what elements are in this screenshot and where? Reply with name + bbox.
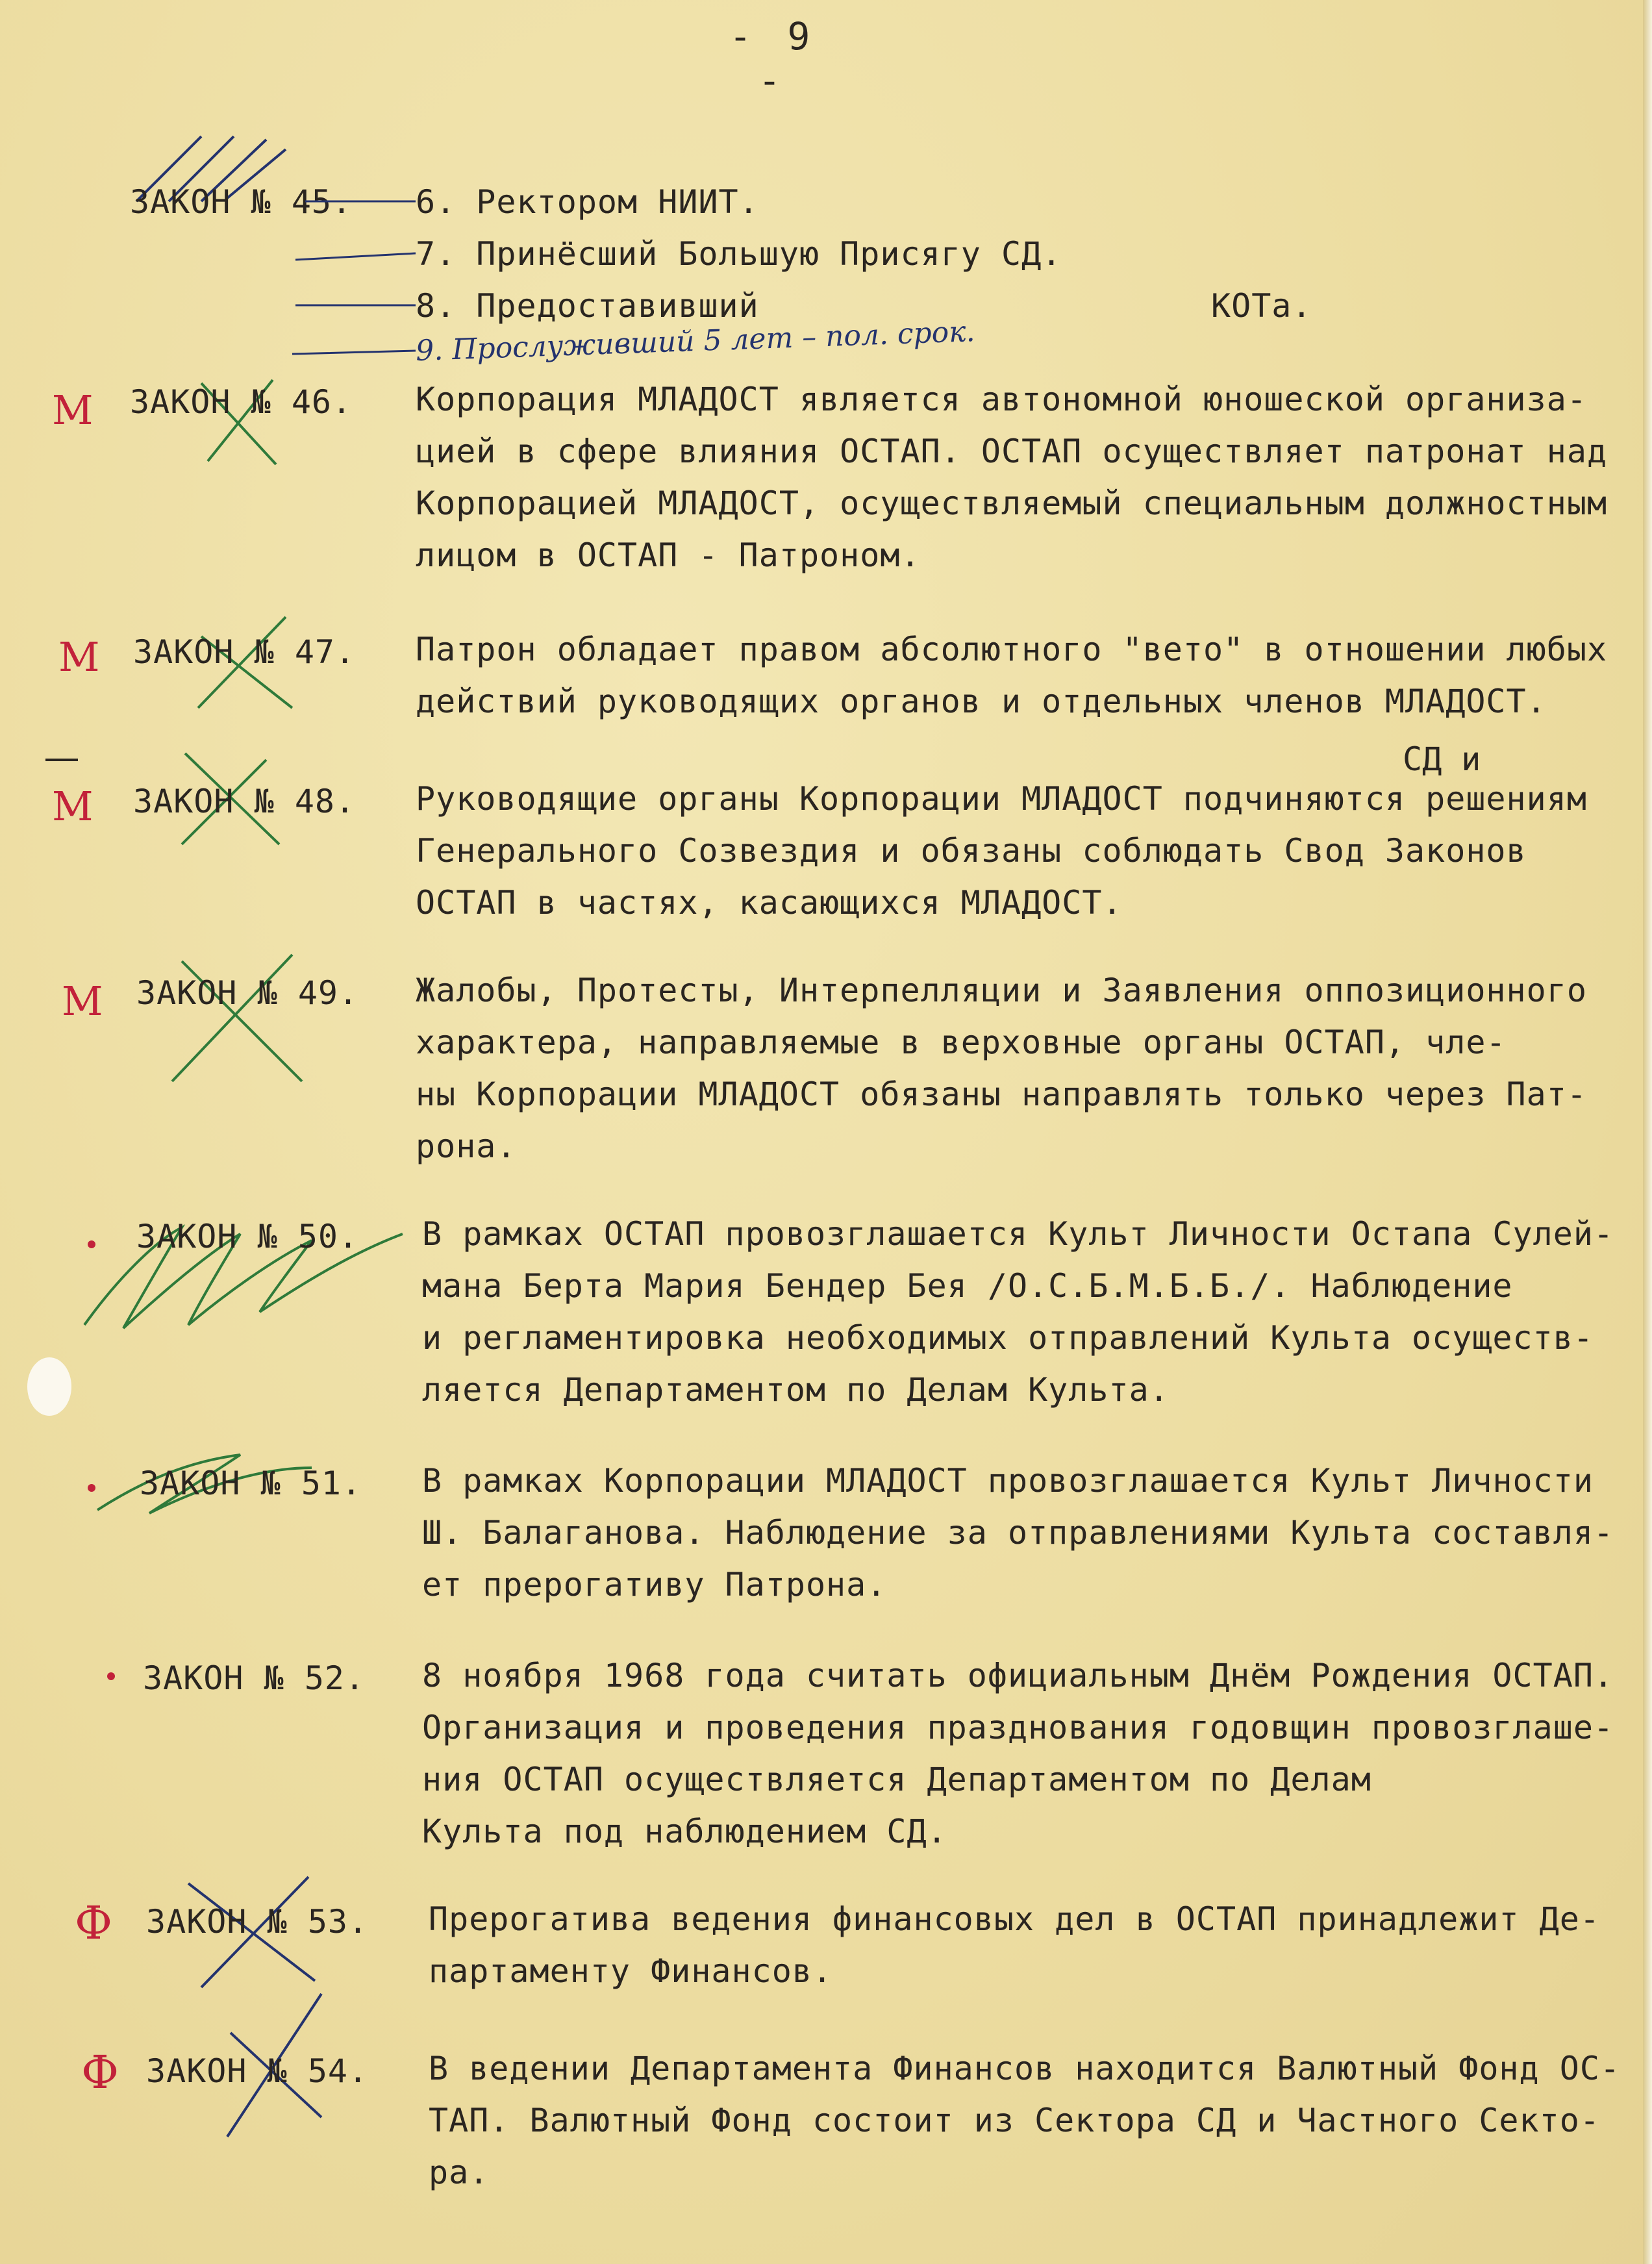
law-46-text: Корпорация МЛАДОСТ является автономной юношеской организа- цией в сфере влияния ОСТАП. ОСТАП осуществляет патронат над Корпорацией МЛАДОСТ, осуществляемый специальным должностным лицом в ОСТАП - Патроном. — [416, 381, 1608, 574]
law-53-text: Прерогатива ведения финансовых дел в ОСТАП принадлежит Де- партаменту Финансов. — [429, 1900, 1600, 1990]
paper-edge — [1643, 0, 1652, 2264]
law-46-margin-mark: М — [52, 386, 94, 434]
law-54-label: ЗАКОН № 54. — [146, 2052, 369, 2090]
law-51-text: В рамках Корпорации МЛАДОСТ провозглашается Культ Личности Ш. Балаганова. Наблюдение за отправлениями Культа составля- ет прерогативу Патрона. — [422, 1462, 1614, 1604]
law-48-label: ЗАКОН № 48. — [133, 783, 356, 820]
law-52-label: ЗАКОН № 52. — [143, 1659, 366, 1697]
law-45-item-7: 7. Принёсший Большую Присягу СД. — [416, 235, 1062, 273]
law-54-text: В ведении Департамента Финансов находится Валютный Фонд ОС- ТАП. Валютный Фонд состоит из Сектора СД и Частного Секто- ра. — [429, 2050, 1621, 2191]
law-50-text: В рамках ОСТАП провозглашается Культ Личности Остапа Сулей- мана Берта Мария Бендер Бея /О.С.Б.М.Б.Б./. Наблюдение и регламентировка необходимых отправлений Культа осуществ- ляется Департаментом по Делам Культа. — [422, 1215, 1614, 1409]
law-47-margin-mark: М — [58, 633, 100, 681]
law-48-dash — [45, 757, 84, 763]
law-47-text: Патрон обладает правом абсолютного "вето" в отношении любых действий руководящих органов и отдельных членов МЛАДОСТ. — [416, 631, 1608, 720]
law-52-text: 8 ноября 1968 года считать официальным Днём Рождения ОСТАП. Организация и проведения празднования годовщин провозглаше- ния ОСТАП осуществляется Департаментом по Делам Культа под наблюдением СД. — [422, 1657, 1614, 1850]
law-51-label: ЗАКОН № 51. — [140, 1465, 362, 1502]
law-49-cross — [162, 948, 312, 1091]
law-45-item-8: 8. Предоставивший — [416, 287, 759, 325]
law-48-margin-mark: М — [52, 783, 94, 830]
law-50-label: ЗАКОН № 50. — [136, 1218, 359, 1255]
law-46-label: ЗАКОН № 46. — [130, 383, 353, 421]
law-53-label: ЗАКОН № 53. — [146, 1903, 369, 1941]
law-53-margin-mark: Ф — [75, 1896, 113, 1950]
law-54-margin-mark: Ф — [81, 2046, 119, 2099]
law-48-insertion: СД и — [1403, 740, 1481, 778]
punch-hole — [27, 1357, 71, 1416]
law-48-text: Руководящие органы Корпорации МЛАДОСТ подчиняются решениям Генерального Созвездия и обязаны соблюдать Свод Законов ОСТАП в частях, касающихся МЛАДОСТ. — [416, 780, 1587, 922]
law-47-label: ЗАКОН № 47. — [133, 633, 356, 671]
law-45-item-6: 6. Ректором НИИТ. — [416, 183, 759, 221]
law-52-margin-dot — [107, 1672, 115, 1680]
law-49-label: ЗАКОН № 49. — [136, 974, 359, 1012]
law-49-margin-mark: М — [62, 977, 103, 1025]
page-number: - 9 - — [729, 14, 817, 103]
law-45-item-8-end: КОТа. — [1211, 287, 1312, 325]
law-45-dash-lines — [292, 195, 422, 364]
law-45-label: ЗАКОН № 45. — [130, 183, 353, 221]
law-49-text: Жалобы, Протесты, Интерпелляции и Заявления оппозиционного характера, направляемые в верховные органы ОСТАП, чле- ны Корпорации МЛАДОСТ обязаны направлять только через Пат- рона. — [416, 972, 1587, 1165]
law-45-handwritten-addition: 9. Прослуживший 5 лет – пол. срок. — [415, 314, 976, 368]
